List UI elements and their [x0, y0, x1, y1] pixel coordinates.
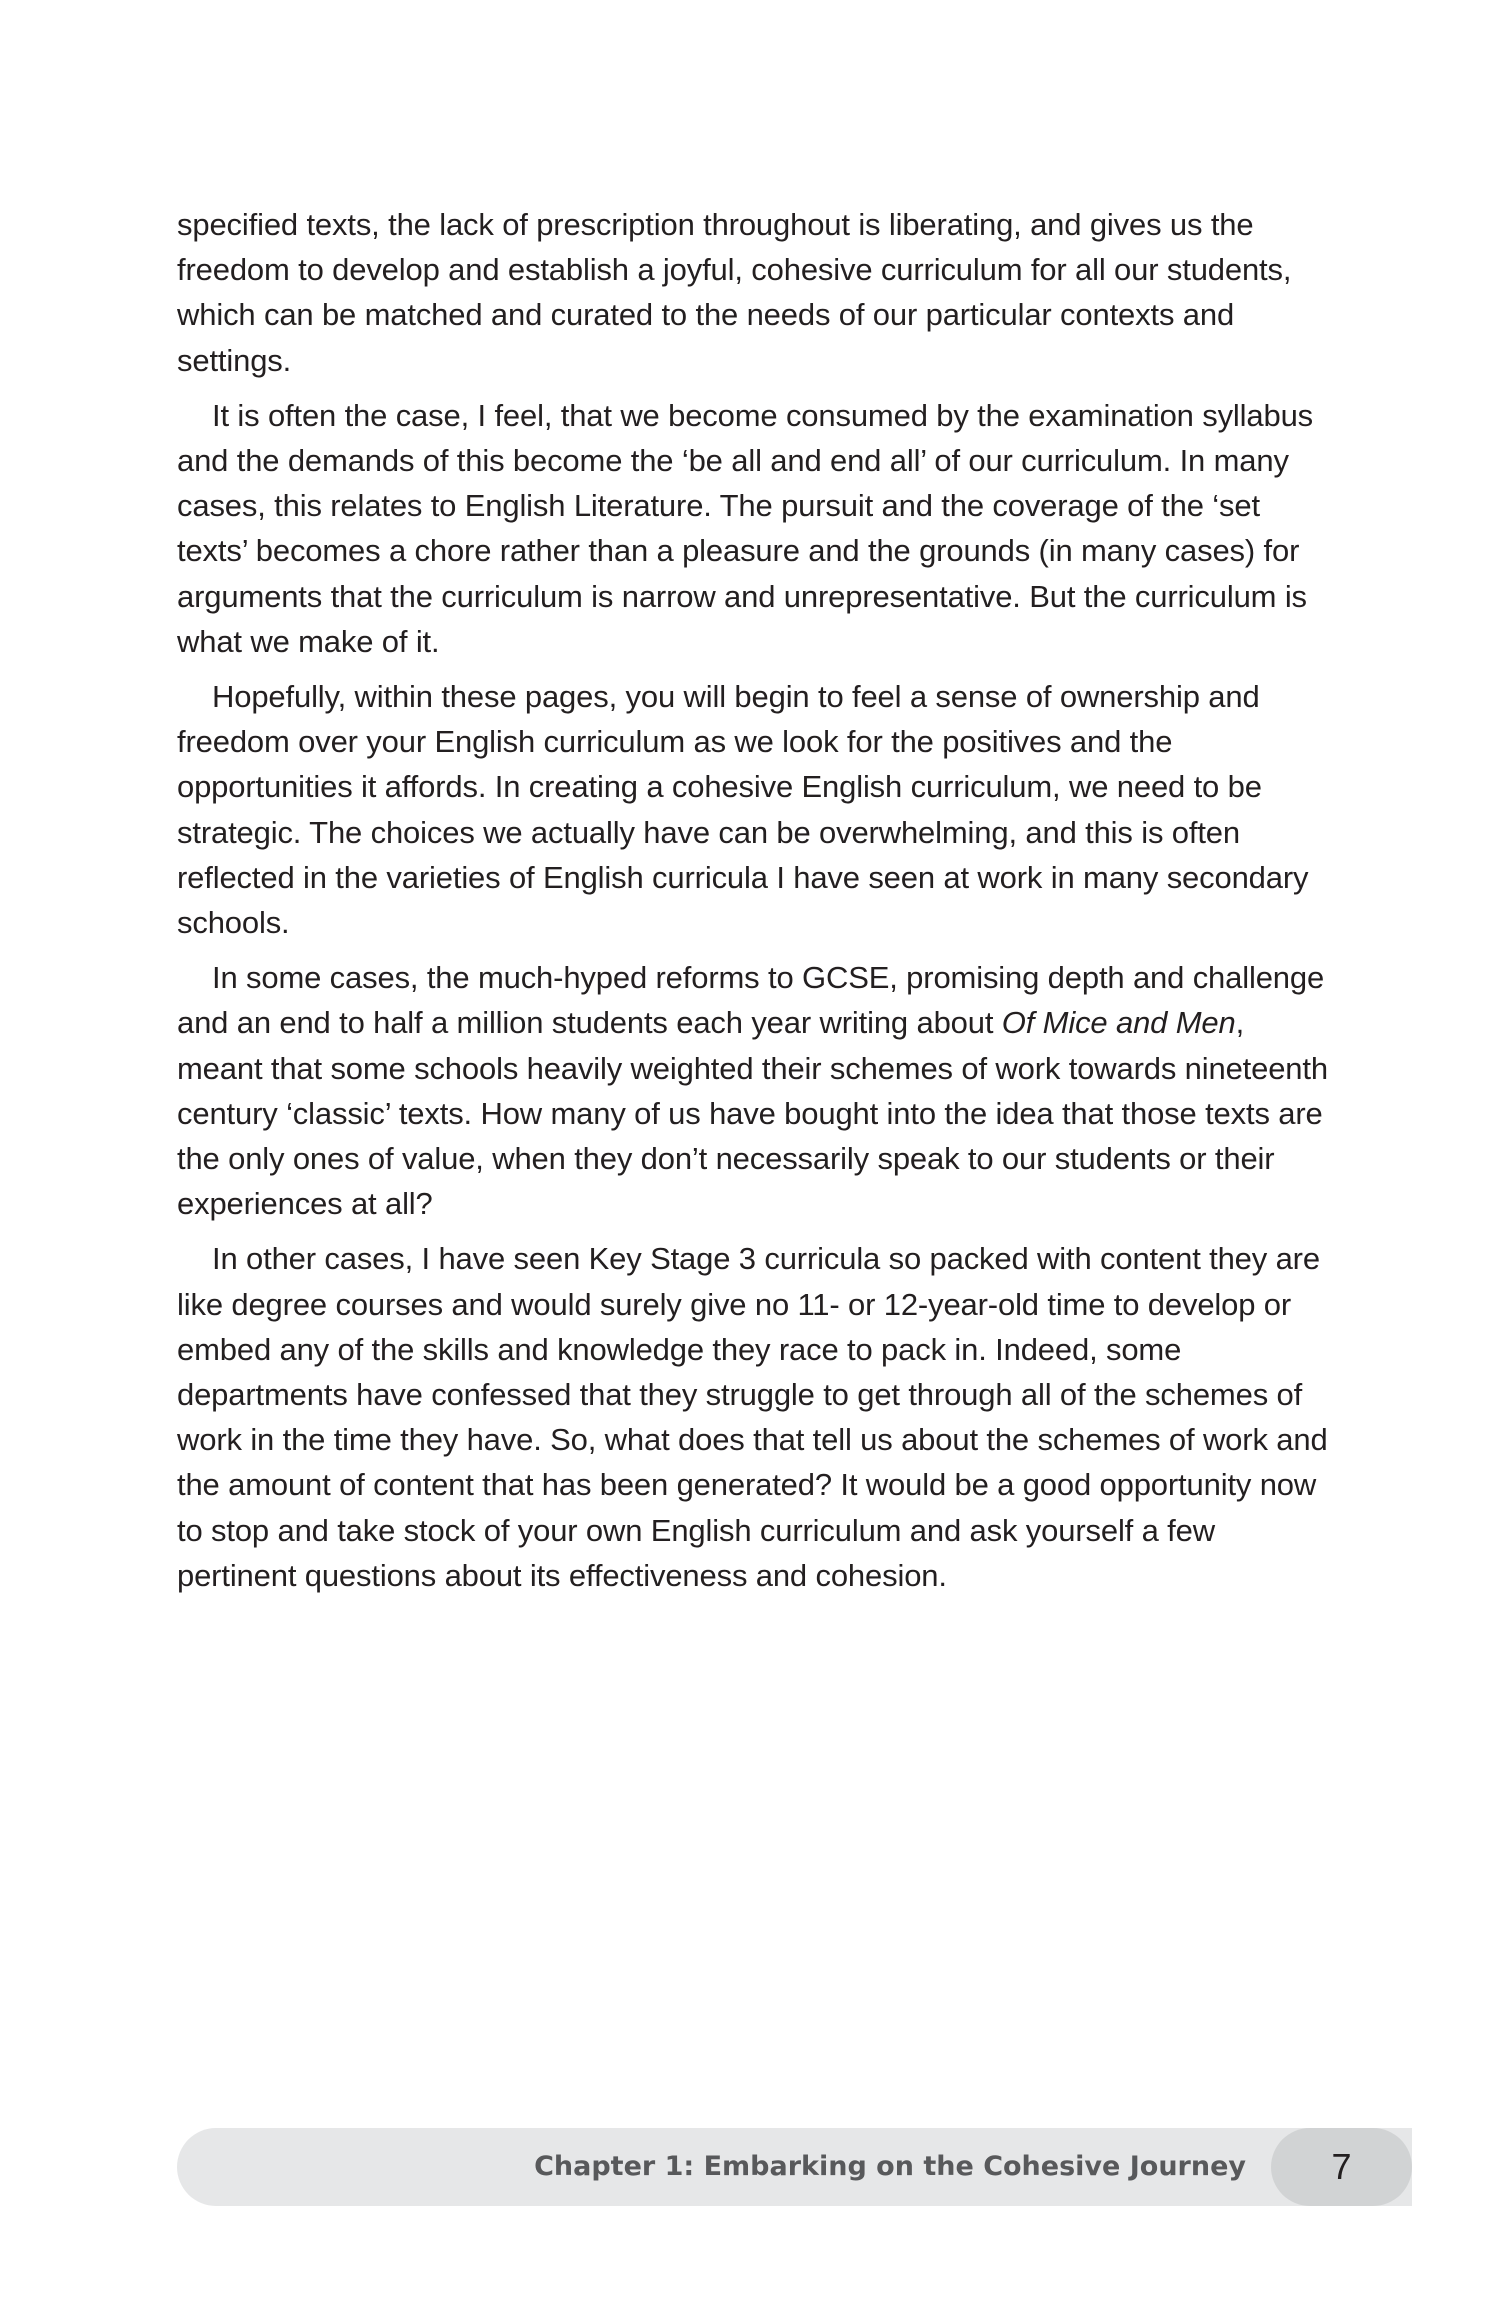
paragraph-5: In other cases, I have seen Key Stage 3 curricula so packed with content they are like degree courses and would surely give no 11- or 12-year-old time to develop or embed any of the skills and knowledge they race to pack in. Indeed, some departments have confessed that they struggle to get through all of the schemes of work in the time they have. So, what does that tell us about the schemes of work and the amount of content that has been generated? It would be a good opportunity now to stop and take stock of your own English curriculum and ask yourself a few pertinent questions about its effectiveness and cohesion.: [177, 1241, 1328, 1593]
book-title: Of Mice and Men: [1001, 1005, 1236, 1041]
paragraph-4: [177, 955, 1337, 1226]
page-number-tab: [1271, 2128, 1412, 2206]
page-number: 7: [1331, 2146, 1352, 2187]
paragraph-1: specified texts, the lack of prescription throughout is liberating, and gives us the freedom to develop and establish a joyful, cohesive curriculum for all our students, which can be matched and curated to the needs of our particular contexts and settings.: [177, 207, 1292, 378]
chapter-title: Chapter 1: Embarking on the Cohesive Journey: [534, 2151, 1246, 2182]
paragraph-4-text-after: , meant that some schools heavily weighted their schemes of work towards nineteenth century ‘classic’ texts. How many of us have bought into the idea that those texts are the only ones of value, when they don’t necessarily speak to our students or their experiences at all?: [177, 1005, 1328, 1222]
paragraph-2: It is often the case, I feel, that we become consumed by the examination syllabus and the demands of this become the ‘be all and end all’ of our curriculum. In many cases, this relates to English Literature. The pursuit and the coverage of the ‘set texts’ becomes a chore rather than a pleasure and the grounds (in many cases) for arguments that the curriculum is narrow and unrepresentative. But the curriculum is what we make of it.: [177, 397, 1314, 659]
paragraph-3: Hopefully, within these pages, you will begin to feel a sense of ownership and freedom over your English curriculum as we look for the positives and the opportunities it affords. In creating a cohesive English curriculum, we need to be strategic. The choices we actually have can be overwhelming, and this is often reflected in the varieties of English curricula I have seen at work in many secondary schools.: [177, 679, 1309, 941]
paragraph-4-text-before: In some cases, the much-hyped reforms to GCSE, promising depth and challenge and an end to half a million students each year writing about: [177, 960, 1325, 1041]
running-footer: [177, 2128, 1412, 2206]
body-text: [177, 202, 1337, 1608]
